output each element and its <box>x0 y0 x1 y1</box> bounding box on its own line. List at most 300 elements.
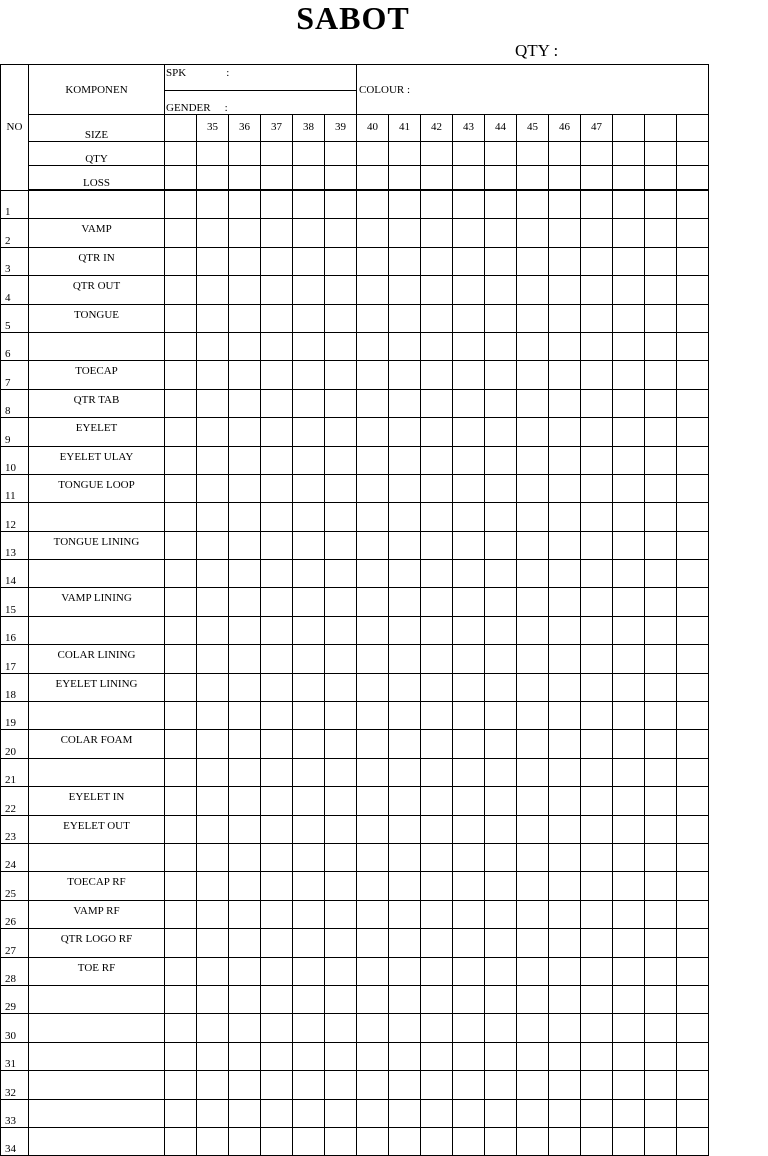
size-entry-cell[interactable] <box>229 616 261 644</box>
size-entry-cell[interactable] <box>229 1014 261 1042</box>
loss-cell[interactable] <box>549 166 581 191</box>
size-entry-cell[interactable] <box>517 900 549 928</box>
size-entry-cell[interactable] <box>389 929 421 957</box>
size-entry-cell[interactable] <box>645 304 677 332</box>
size-entry-cell[interactable] <box>613 843 645 871</box>
size-entry-cell[interactable] <box>613 616 645 644</box>
qty-cell[interactable] <box>581 142 613 166</box>
size-entry-cell[interactable] <box>421 1071 453 1099</box>
size-entry-cell[interactable] <box>325 219 357 247</box>
size-entry-cell[interactable] <box>549 474 581 502</box>
size-entry-cell[interactable] <box>453 418 485 446</box>
size-entry-cell[interactable] <box>325 645 357 673</box>
size-entry-cell[interactable] <box>581 815 613 843</box>
size-entry-cell[interactable] <box>357 1014 389 1042</box>
size-entry-cell[interactable] <box>325 787 357 815</box>
size-entry-cell[interactable] <box>549 1014 581 1042</box>
qty-cell[interactable] <box>325 142 357 166</box>
size-entry-cell[interactable] <box>485 190 517 219</box>
qty-cell[interactable] <box>165 142 197 166</box>
size-entry-cell[interactable] <box>549 190 581 219</box>
size-entry-cell[interactable] <box>453 474 485 502</box>
size-entry-cell[interactable] <box>485 247 517 275</box>
size-entry-cell[interactable] <box>261 900 293 928</box>
loss-cell[interactable] <box>389 166 421 191</box>
size-entry-cell[interactable] <box>485 815 517 843</box>
size-entry-cell[interactable] <box>229 588 261 616</box>
size-entry-cell[interactable] <box>549 929 581 957</box>
size-entry-cell[interactable] <box>549 1127 581 1155</box>
size-entry-cell[interactable] <box>677 900 709 928</box>
size-entry-cell[interactable] <box>197 872 229 900</box>
size-entry-cell[interactable] <box>293 843 325 871</box>
komponen-cell[interactable]: EYELET ULAY <box>29 446 165 474</box>
size-entry-cell[interactable] <box>165 787 197 815</box>
size-entry-cell[interactable] <box>197 503 229 531</box>
komponen-cell[interactable]: COLAR FOAM <box>29 730 165 758</box>
size-entry-cell[interactable] <box>197 645 229 673</box>
size-entry-cell[interactable] <box>325 389 357 417</box>
size-entry-cell[interactable] <box>293 446 325 474</box>
size-entry-cell[interactable] <box>485 474 517 502</box>
size-entry-cell[interactable] <box>581 843 613 871</box>
size-entry-cell[interactable] <box>517 1014 549 1042</box>
size-entry-cell[interactable] <box>645 673 677 701</box>
size-entry-cell[interactable] <box>581 247 613 275</box>
size-entry-cell[interactable] <box>197 929 229 957</box>
size-entry-cell[interactable] <box>517 361 549 389</box>
size-entry-cell[interactable] <box>645 872 677 900</box>
size-entry-cell[interactable] <box>645 702 677 730</box>
size-entry-cell[interactable] <box>293 758 325 786</box>
size-entry-cell[interactable] <box>293 702 325 730</box>
size-entry-cell[interactable] <box>677 503 709 531</box>
size-entry-cell[interactable] <box>325 815 357 843</box>
size-entry-cell[interactable] <box>581 276 613 304</box>
size-entry-cell[interactable] <box>357 616 389 644</box>
size-entry-cell[interactable] <box>453 645 485 673</box>
komponen-cell[interactable] <box>29 758 165 786</box>
size-entry-cell[interactable] <box>517 588 549 616</box>
size-entry-cell[interactable] <box>677 304 709 332</box>
size-entry-cell[interactable] <box>549 900 581 928</box>
size-entry-cell[interactable] <box>581 219 613 247</box>
size-entry-cell[interactable] <box>261 389 293 417</box>
size-entry-cell[interactable] <box>517 503 549 531</box>
size-entry-cell[interactable] <box>421 787 453 815</box>
size-entry-cell[interactable] <box>517 190 549 219</box>
size-entry-cell[interactable] <box>389 673 421 701</box>
size-entry-cell[interactable] <box>421 1014 453 1042</box>
size-entry-cell[interactable] <box>421 361 453 389</box>
size-entry-cell[interactable] <box>421 276 453 304</box>
size-entry-cell[interactable] <box>261 1014 293 1042</box>
komponen-cell[interactable]: QTR OUT <box>29 276 165 304</box>
size-entry-cell[interactable] <box>485 985 517 1013</box>
size-entry-cell[interactable] <box>165 616 197 644</box>
size-entry-cell[interactable] <box>389 1014 421 1042</box>
size-entry-cell[interactable] <box>581 1071 613 1099</box>
size-entry-cell[interactable] <box>261 730 293 758</box>
size-entry-cell[interactable] <box>645 531 677 559</box>
size-entry-cell[interactable] <box>389 190 421 219</box>
size-entry-cell[interactable] <box>517 418 549 446</box>
size-entry-cell[interactable] <box>581 758 613 786</box>
size-entry-cell[interactable] <box>485 787 517 815</box>
size-entry-cell[interactable] <box>357 247 389 275</box>
size-entry-cell[interactable] <box>613 1042 645 1070</box>
size-entry-cell[interactable] <box>453 673 485 701</box>
size-entry-cell[interactable] <box>357 843 389 871</box>
size-entry-cell[interactable] <box>357 503 389 531</box>
size-entry-cell[interactable] <box>165 219 197 247</box>
qty-cell[interactable] <box>485 142 517 166</box>
size-entry-cell[interactable] <box>293 673 325 701</box>
size-entry-cell[interactable] <box>613 190 645 219</box>
size-entry-cell[interactable] <box>421 673 453 701</box>
size-entry-cell[interactable] <box>485 219 517 247</box>
size-entry-cell[interactable] <box>677 588 709 616</box>
size-entry-cell[interactable] <box>229 190 261 219</box>
size-entry-cell[interactable] <box>549 872 581 900</box>
size-entry-cell[interactable] <box>389 1099 421 1127</box>
size-entry-cell[interactable] <box>453 389 485 417</box>
size-entry-cell[interactable] <box>229 304 261 332</box>
size-entry-cell[interactable] <box>165 1014 197 1042</box>
size-entry-cell[interactable] <box>677 872 709 900</box>
size-entry-cell[interactable] <box>613 332 645 360</box>
size-entry-cell[interactable] <box>325 872 357 900</box>
size-entry-cell[interactable] <box>549 985 581 1013</box>
size-entry-cell[interactable] <box>581 332 613 360</box>
size-entry-cell[interactable] <box>261 616 293 644</box>
loss-cell[interactable] <box>293 166 325 191</box>
size-entry-cell[interactable] <box>325 588 357 616</box>
size-entry-cell[interactable] <box>261 531 293 559</box>
size-entry-cell[interactable] <box>261 872 293 900</box>
size-entry-cell[interactable] <box>517 815 549 843</box>
size-entry-cell[interactable] <box>389 531 421 559</box>
size-entry-cell[interactable] <box>453 900 485 928</box>
komponen-cell[interactable]: TONGUE LOOP <box>29 474 165 502</box>
size-entry-cell[interactable] <box>197 361 229 389</box>
size-entry-cell[interactable] <box>645 957 677 985</box>
size-entry-cell[interactable] <box>485 503 517 531</box>
size-entry-cell[interactable] <box>517 758 549 786</box>
loss-cell[interactable] <box>197 166 229 191</box>
size-entry-cell[interactable] <box>389 815 421 843</box>
size-entry-cell[interactable] <box>389 730 421 758</box>
size-entry-cell[interactable] <box>293 219 325 247</box>
size-entry-cell[interactable] <box>293 985 325 1013</box>
size-entry-cell[interactable] <box>485 418 517 446</box>
size-entry-cell[interactable] <box>389 985 421 1013</box>
size-entry-cell[interactable] <box>581 900 613 928</box>
size-entry-cell[interactable] <box>645 503 677 531</box>
size-entry-cell[interactable] <box>229 872 261 900</box>
size-entry-cell[interactable] <box>261 702 293 730</box>
size-entry-cell[interactable] <box>645 1127 677 1155</box>
size-entry-cell[interactable] <box>645 1099 677 1127</box>
size-entry-cell[interactable] <box>325 758 357 786</box>
size-entry-cell[interactable] <box>197 588 229 616</box>
size-entry-cell[interactable] <box>357 1071 389 1099</box>
size-entry-cell[interactable] <box>197 957 229 985</box>
komponen-cell[interactable] <box>29 985 165 1013</box>
loss-cell[interactable] <box>677 166 709 191</box>
size-entry-cell[interactable] <box>485 332 517 360</box>
loss-cell[interactable] <box>421 166 453 191</box>
size-entry-cell[interactable] <box>485 900 517 928</box>
komponen-cell[interactable]: TOE RF <box>29 957 165 985</box>
size-entry-cell[interactable] <box>581 872 613 900</box>
qty-cell[interactable] <box>677 142 709 166</box>
size-entry-cell[interactable] <box>165 389 197 417</box>
loss-cell[interactable] <box>453 166 485 191</box>
size-entry-cell[interactable] <box>453 560 485 588</box>
size-entry-cell[interactable] <box>453 843 485 871</box>
size-entry-cell[interactable] <box>581 673 613 701</box>
size-entry-cell[interactable] <box>389 787 421 815</box>
size-entry-cell[interactable] <box>389 872 421 900</box>
size-entry-cell[interactable] <box>581 985 613 1013</box>
size-entry-cell[interactable] <box>357 219 389 247</box>
size-entry-cell[interactable] <box>165 957 197 985</box>
size-entry-cell[interactable] <box>613 1014 645 1042</box>
size-entry-cell[interactable] <box>325 957 357 985</box>
size-entry-cell[interactable] <box>261 673 293 701</box>
komponen-cell[interactable]: COLAR LINING <box>29 645 165 673</box>
size-entry-cell[interactable] <box>389 276 421 304</box>
size-entry-cell[interactable] <box>229 900 261 928</box>
size-entry-cell[interactable] <box>645 929 677 957</box>
size-entry-cell[interactable] <box>453 1014 485 1042</box>
size-entry-cell[interactable] <box>645 758 677 786</box>
size-entry-cell[interactable] <box>485 929 517 957</box>
size-entry-cell[interactable] <box>613 503 645 531</box>
spk-field[interactable] <box>165 65 357 91</box>
size-entry-cell[interactable] <box>677 1071 709 1099</box>
size-entry-cell[interactable] <box>293 503 325 531</box>
size-entry-cell[interactable] <box>197 1042 229 1070</box>
size-entry-cell[interactable] <box>645 588 677 616</box>
size-entry-cell[interactable] <box>165 1042 197 1070</box>
size-entry-cell[interactable] <box>325 985 357 1013</box>
komponen-cell[interactable] <box>29 1042 165 1070</box>
size-entry-cell[interactable] <box>517 985 549 1013</box>
size-entry-cell[interactable] <box>197 332 229 360</box>
size-entry-cell[interactable] <box>293 872 325 900</box>
komponen-cell[interactable] <box>29 503 165 531</box>
size-entry-cell[interactable] <box>197 1071 229 1099</box>
size-entry-cell[interactable] <box>581 1099 613 1127</box>
size-entry-cell[interactable] <box>549 957 581 985</box>
qty-cell[interactable] <box>389 142 421 166</box>
size-entry-cell[interactable] <box>581 957 613 985</box>
size-entry-cell[interactable] <box>613 957 645 985</box>
size-entry-cell[interactable] <box>325 247 357 275</box>
size-entry-cell[interactable] <box>261 957 293 985</box>
komponen-cell[interactable] <box>29 332 165 360</box>
size-entry-cell[interactable] <box>293 900 325 928</box>
size-entry-cell[interactable] <box>261 843 293 871</box>
size-entry-cell[interactable] <box>613 1127 645 1155</box>
size-entry-cell[interactable] <box>229 985 261 1013</box>
size-entry-cell[interactable] <box>357 1042 389 1070</box>
size-entry-cell[interactable] <box>421 190 453 219</box>
size-entry-cell[interactable] <box>357 446 389 474</box>
size-entry-cell[interactable] <box>197 304 229 332</box>
size-entry-cell[interactable] <box>485 1099 517 1127</box>
size-entry-cell[interactable] <box>165 446 197 474</box>
size-entry-cell[interactable] <box>645 616 677 644</box>
size-entry-cell[interactable] <box>165 418 197 446</box>
size-entry-cell[interactable] <box>197 446 229 474</box>
size-entry-cell[interactable] <box>677 1042 709 1070</box>
size-entry-cell[interactable] <box>613 276 645 304</box>
size-entry-cell[interactable] <box>293 474 325 502</box>
size-entry-cell[interactable] <box>197 1099 229 1127</box>
komponen-cell[interactable] <box>29 1014 165 1042</box>
size-entry-cell[interactable] <box>229 446 261 474</box>
size-entry-cell[interactable] <box>517 276 549 304</box>
loss-cell[interactable] <box>357 166 389 191</box>
size-entry-cell[interactable] <box>357 758 389 786</box>
komponen-cell[interactable] <box>29 1099 165 1127</box>
size-entry-cell[interactable] <box>197 758 229 786</box>
size-entry-cell[interactable] <box>293 730 325 758</box>
size-entry-cell[interactable] <box>421 1127 453 1155</box>
size-entry-cell[interactable] <box>613 560 645 588</box>
size-entry-cell[interactable] <box>357 787 389 815</box>
size-entry-cell[interactable] <box>293 304 325 332</box>
qty-cell[interactable] <box>517 142 549 166</box>
qty-cell[interactable] <box>549 142 581 166</box>
size-entry-cell[interactable] <box>549 815 581 843</box>
size-entry-cell[interactable] <box>677 702 709 730</box>
size-entry-cell[interactable] <box>517 645 549 673</box>
size-entry-cell[interactable] <box>293 389 325 417</box>
size-entry-cell[interactable] <box>453 276 485 304</box>
size-entry-cell[interactable] <box>421 730 453 758</box>
size-entry-cell[interactable] <box>261 787 293 815</box>
size-entry-cell[interactable] <box>357 361 389 389</box>
size-entry-cell[interactable] <box>261 446 293 474</box>
size-entry-cell[interactable] <box>389 1042 421 1070</box>
size-entry-cell[interactable] <box>293 332 325 360</box>
size-entry-cell[interactable] <box>389 361 421 389</box>
qty-cell[interactable] <box>197 142 229 166</box>
size-entry-cell[interactable] <box>325 730 357 758</box>
size-entry-cell[interactable] <box>165 843 197 871</box>
size-entry-cell[interactable] <box>357 900 389 928</box>
size-entry-cell[interactable] <box>485 560 517 588</box>
size-entry-cell[interactable] <box>261 474 293 502</box>
size-entry-cell[interactable] <box>517 929 549 957</box>
size-entry-cell[interactable] <box>453 1127 485 1155</box>
size-entry-cell[interactable] <box>677 616 709 644</box>
size-entry-cell[interactable] <box>581 1127 613 1155</box>
size-entry-cell[interactable] <box>485 1127 517 1155</box>
komponen-cell[interactable]: EYELET OUT <box>29 815 165 843</box>
loss-cell[interactable] <box>261 166 293 191</box>
size-entry-cell[interactable] <box>549 389 581 417</box>
size-entry-cell[interactable] <box>485 872 517 900</box>
size-entry-cell[interactable] <box>229 332 261 360</box>
size-entry-cell[interactable] <box>357 1127 389 1155</box>
loss-cell[interactable] <box>517 166 549 191</box>
size-entry-cell[interactable] <box>389 219 421 247</box>
size-entry-cell[interactable] <box>549 843 581 871</box>
size-entry-cell[interactable] <box>581 1042 613 1070</box>
size-entry-cell[interactable] <box>165 304 197 332</box>
size-entry-cell[interactable] <box>677 1127 709 1155</box>
size-entry-cell[interactable] <box>613 758 645 786</box>
size-entry-cell[interactable] <box>549 758 581 786</box>
size-entry-cell[interactable] <box>613 730 645 758</box>
size-entry-cell[interactable] <box>357 474 389 502</box>
size-entry-cell[interactable] <box>453 730 485 758</box>
size-entry-cell[interactable] <box>325 702 357 730</box>
size-entry-cell[interactable] <box>165 190 197 219</box>
size-entry-cell[interactable] <box>421 872 453 900</box>
size-entry-cell[interactable] <box>293 645 325 673</box>
size-entry-cell[interactable] <box>261 418 293 446</box>
size-entry-cell[interactable] <box>645 332 677 360</box>
size-entry-cell[interactable] <box>581 389 613 417</box>
size-entry-cell[interactable] <box>421 332 453 360</box>
size-entry-cell[interactable] <box>293 1099 325 1127</box>
size-entry-cell[interactable] <box>421 985 453 1013</box>
size-entry-cell[interactable] <box>325 1042 357 1070</box>
loss-cell[interactable] <box>325 166 357 191</box>
qty-cell[interactable] <box>645 142 677 166</box>
komponen-cell[interactable] <box>29 560 165 588</box>
size-entry-cell[interactable] <box>165 332 197 360</box>
size-entry-cell[interactable] <box>197 560 229 588</box>
size-entry-cell[interactable] <box>645 389 677 417</box>
size-entry-cell[interactable] <box>613 872 645 900</box>
size-entry-cell[interactable] <box>197 389 229 417</box>
size-entry-cell[interactable] <box>453 957 485 985</box>
size-entry-cell[interactable] <box>325 1071 357 1099</box>
size-entry-cell[interactable] <box>453 446 485 474</box>
size-entry-cell[interactable] <box>357 304 389 332</box>
size-entry-cell[interactable] <box>645 843 677 871</box>
size-entry-cell[interactable] <box>389 843 421 871</box>
size-entry-cell[interactable] <box>293 815 325 843</box>
qty-cell[interactable] <box>229 142 261 166</box>
size-entry-cell[interactable] <box>325 361 357 389</box>
size-entry-cell[interactable] <box>197 247 229 275</box>
size-entry-cell[interactable] <box>645 645 677 673</box>
size-entry-cell[interactable] <box>325 276 357 304</box>
size-entry-cell[interactable] <box>229 815 261 843</box>
size-entry-cell[interactable] <box>389 247 421 275</box>
size-entry-cell[interactable] <box>197 1014 229 1042</box>
size-entry-cell[interactable] <box>165 815 197 843</box>
size-entry-cell[interactable] <box>165 1071 197 1099</box>
size-entry-cell[interactable] <box>325 503 357 531</box>
size-entry-cell[interactable] <box>389 702 421 730</box>
size-entry-cell[interactable] <box>549 1042 581 1070</box>
size-entry-cell[interactable] <box>261 332 293 360</box>
size-entry-cell[interactable] <box>357 673 389 701</box>
qty-cell[interactable] <box>261 142 293 166</box>
size-entry-cell[interactable] <box>293 247 325 275</box>
size-entry-cell[interactable] <box>613 985 645 1013</box>
size-entry-cell[interactable] <box>549 531 581 559</box>
